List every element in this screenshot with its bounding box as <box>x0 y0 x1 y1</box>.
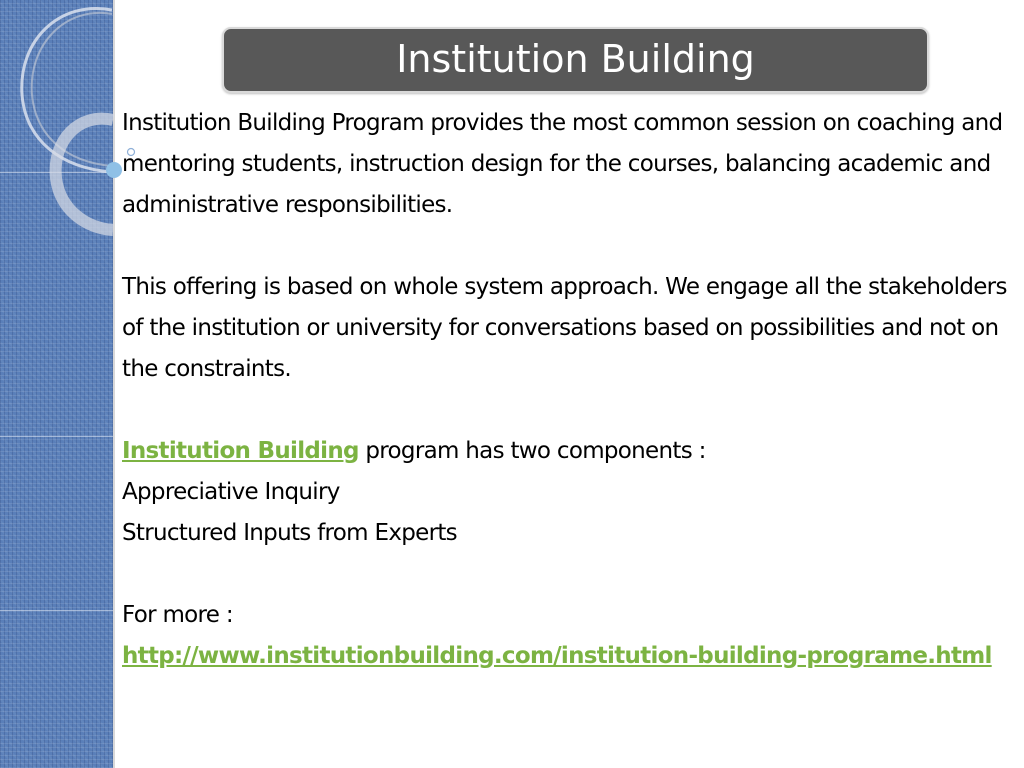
institution-building-link[interactable]: Institution Building <box>122 438 359 464</box>
decorative-sidebar <box>0 0 113 768</box>
sidebar-divider <box>0 172 113 173</box>
slide-title: Institution Building <box>396 37 755 81</box>
components-line <box>122 431 1012 472</box>
program-url-link[interactable]: http://www.institutionbuilding.com/institution-building-programe.html <box>122 643 992 669</box>
intro-paragraph: Institution Building Program provides the most common session on coaching and mentoring students, instruction design for the courses, balancing academic and administrative responsibilities. <box>122 110 1003 218</box>
sidebar-divider <box>0 610 113 611</box>
components-text: program has two components : <box>358 438 706 464</box>
for-more-label: For more : <box>122 602 233 628</box>
approach-paragraph: This offering is based on whole system approach. We engage all the stakeholders of the institution or university for conversations based on possibilities and not on the constraints. <box>122 274 1007 382</box>
url-line <box>122 636 1012 677</box>
sidebar-divider <box>0 436 113 437</box>
component-item: Appreciative Inquiry <box>122 479 340 505</box>
slide-content <box>122 103 1012 677</box>
slide-title-bar <box>222 27 929 93</box>
sidebar-edge <box>113 0 115 768</box>
component-item: Structured Inputs from Experts <box>122 520 457 546</box>
